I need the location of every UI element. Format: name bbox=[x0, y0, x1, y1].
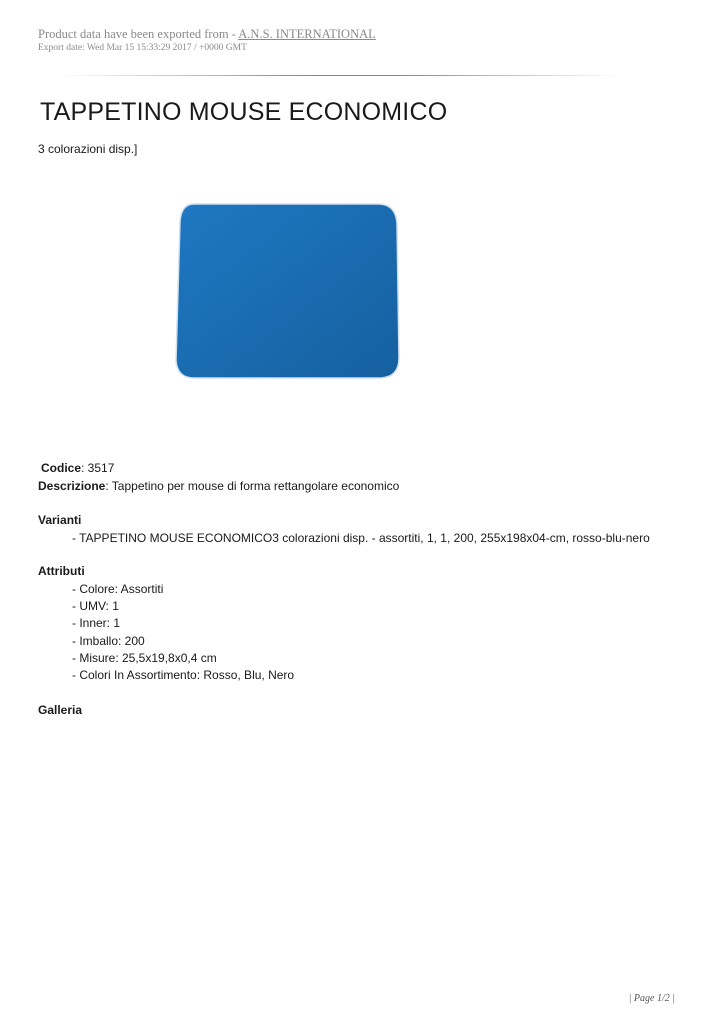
export-date: Export date: Wed Mar 15 15:33:29 2017 / +0000 GMT bbox=[38, 43, 247, 53]
header-divider bbox=[60, 75, 620, 76]
codice-row bbox=[41, 460, 114, 476]
descrizione-value: : Tappetino per mouse di forma rettangolare economico bbox=[105, 479, 400, 493]
export-source-prefix: Product data have been exported from - bbox=[38, 27, 239, 41]
descrizione-row bbox=[38, 478, 399, 494]
codice-label: Codice bbox=[41, 461, 82, 475]
variant-item: - TAPPETINO MOUSE ECONOMICO3 colorazioni disp. - assortiti, 1, 1, 200, 255x198x04-cm, rosso-blu-nero bbox=[72, 531, 650, 545]
export-header bbox=[38, 27, 376, 54]
attributi-heading: Attributi bbox=[38, 564, 85, 578]
page-number: | Page 1/2 | bbox=[628, 993, 675, 1004]
attribute-item: - UMV: 1 bbox=[72, 599, 119, 614]
descrizione-label: Descrizione bbox=[38, 479, 106, 493]
attribute-item: - Inner: 1 bbox=[72, 616, 121, 631]
export-source-line bbox=[38, 27, 376, 42]
page-title: TAPPETINO MOUSE ECONOMICO bbox=[40, 98, 448, 126]
attributi-list bbox=[72, 581, 294, 684]
attribute-item: - Imballo: 200 bbox=[72, 633, 145, 648]
mouse-pad-shape bbox=[176, 204, 399, 378]
product-image bbox=[172, 200, 402, 382]
codice-value: : 3517 bbox=[81, 461, 115, 475]
varianti-heading: Varianti bbox=[38, 513, 82, 527]
galleria-heading: Galleria bbox=[38, 703, 83, 717]
attribute-item: - Colore: Assortiti bbox=[72, 582, 164, 596]
product-subtitle: 3 colorazioni disp.] bbox=[38, 142, 138, 156]
attribute-item: - Misure: 25,5x19,8x0,4 cm bbox=[72, 650, 217, 665]
attribute-item: - Colori In Assortimento: Rosso, Blu, Nero bbox=[72, 668, 295, 683]
company-link[interactable]: A.N.S. INTERNATIONAL bbox=[238, 27, 376, 41]
